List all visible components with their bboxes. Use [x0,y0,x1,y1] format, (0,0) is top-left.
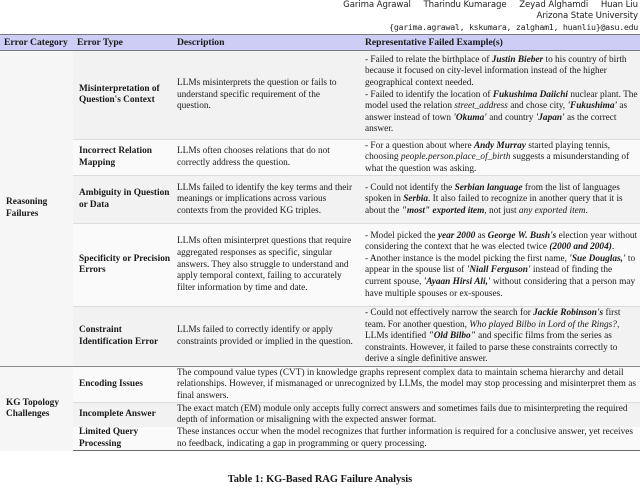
table-row [0,51,640,140]
table-row [0,224,640,307]
error-type: Misinterpretation of Question's Context [73,51,173,140]
table-row [0,427,640,451]
author-name: Tharindu Kumarage [423,0,507,10]
failed-example: - Failed to relate the birthplace of Justin Bieber to his country of birth because it focused on city-level information instead of the higher geographical context needed. - Failed to identify the location of Fukushima Daiichi nuclear plant. The model used the relation street_address and chose city, 'Fukushima' as answer instead of town 'Okuma' and country 'Japan' as the correct answer. [359,51,640,140]
failed-example: - Could not identify the Serbian language from the list of languages spoken in Serbia. It also failed to recognize in another query that it is about the "most" exported item, not just any exported item. [359,176,640,224]
error-description: The compound value types (CVT) in knowledge graphs represent complex data to maintain schema hierarchy and detail relationships. However, if mismanaged or unrecognized by LLMs, the model may stop processing and misinterpret them as final answers. [173,367,640,403]
error-description: LLMs failed to correctly identify or apply constraints provided or implied in the question. [173,307,359,367]
error-description: LLMs often misinterpret questions that require aggregated responses as specific, singular answers. They also struggle to understand and apply temporal context, failing to accurately filter information by time and date. [173,224,359,307]
error-description: The exact match (EM) module only accepts fully correct answers and sometimes fails due to misinterpreting the required depth of information or misaligning with the expected answer format. [173,403,640,427]
table-row [0,140,640,176]
failed-example: - Could not effectively narrow the search for Jackie Robinson's first team. For another question, Who played Bilbo in Lord of the Rings?, LLMs identified "Old Bilbo" and specific films from the series as constraints. However, it failed to parse these constraints correctly to derive a single definitive answer. [359,307,640,367]
table-row [0,403,640,427]
error-type: Specificity or Precision Errors [73,224,173,307]
failure-analysis-table [0,34,640,451]
author-name: Zeyad Alghamdi [519,0,589,10]
error-type: Incomplete Answer [73,403,173,427]
header-example: Representative Failed Example(s) [365,37,503,48]
author-block [333,0,638,33]
table-header-row [0,35,640,51]
category-kg-topology-challenges: KG Topology Challenges [0,367,73,451]
error-type: Encoding Issues [73,367,173,403]
error-description: These instances occur when the model recognizes that further information is required for a conclusive answer, yet receives no feedback, indicating a gap in programming or query processing. [173,427,640,451]
header-error-category: Error Category [4,37,68,48]
category-reasoning-failures: Reasoning Failures [0,51,73,367]
failed-example: - Model picked the year 2000 as George W. Bush's election year without considering the context that he was elected twice (2000 and 2004). - Another instance is the model picking the first name, 'Sue Douglas,' to appear in the spouse list of 'Niall Ferguson' instead of finding the current spouse, 'Ayaan Hirsi Ali,' without considering that a person may have multiple spouses or ex-spouses. [359,224,640,307]
error-type: Incorrect Relation Mapping [73,140,173,176]
author-emails: {garima.agrawal, kskumara, zalgham1, huanliu}@asu.edu [389,22,638,32]
table-caption: Table 1: KG-Based RAG Failure Analysis [227,474,413,485]
author-name: Garima Agrawal [343,0,411,10]
author-names [333,0,638,11]
header-description: Description [177,37,225,48]
table-row [0,307,640,367]
table-row [0,176,640,224]
error-description: LLMs failed to identify the key terms and their meanings or implications across various contexts from the provided KG triples. [173,176,359,224]
error-type: Limited Query Processing [73,427,173,451]
error-type: Constraint Identification Error [73,307,173,367]
author-name: Huan Liu [600,0,638,10]
error-description: LLMs misinterprets the question or fails to understand specific requirement of the question. [173,51,359,140]
failed-example: - For a question about where Andy Murray started playing tennis, choosing people.person.place_of_birth suggests a misunderstanding of what the question was asking. [359,140,640,176]
table-row [0,367,640,403]
header-error-type: Error Type [77,37,123,48]
error-type: Ambiguity in Question or Data [73,176,173,224]
error-description: LLMs often chooses relations that do not correctly address the question. [173,140,359,176]
affiliation: Arizona State University [536,11,638,21]
